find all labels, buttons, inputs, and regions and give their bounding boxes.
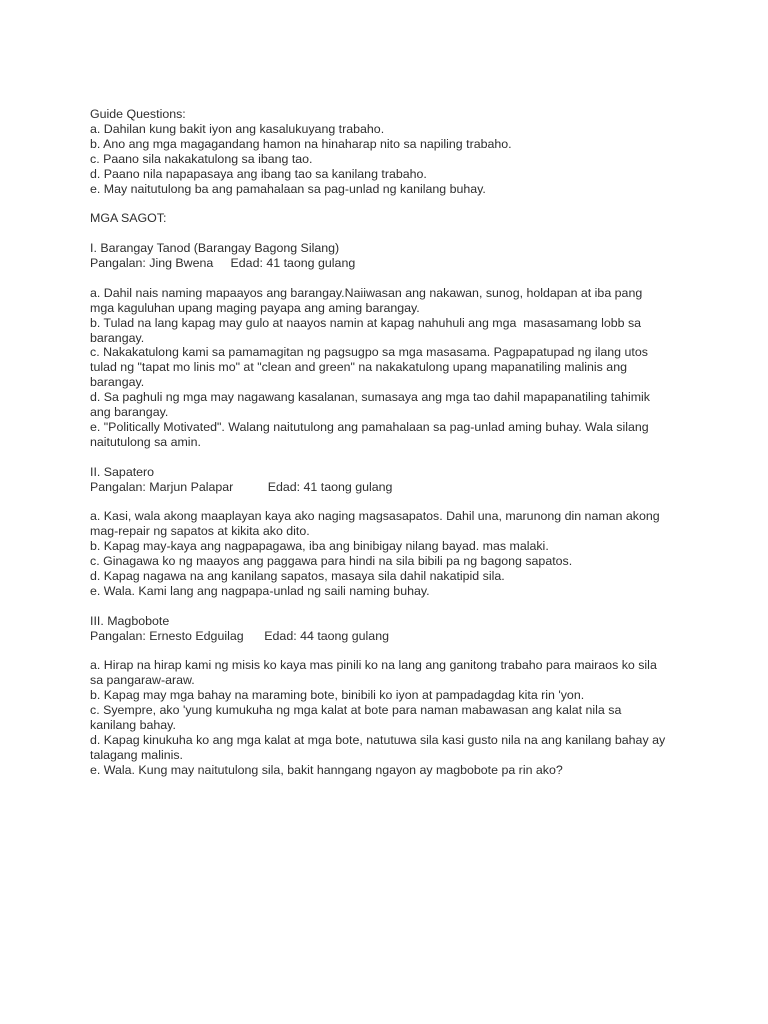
guide-question-c: c. Paano sila nakakatulong sa ibang tao. [90,151,313,166]
section-magbobote [90,614,690,778]
answer-a-line: sa pangaraw-araw. [90,673,195,688]
answer-d-line: d. Kapag kinukuha ko ang mga kalat at mga bote, natutuwa sila kasi gusto nila na ang kanilang bahay ay [90,732,666,747]
answer-d-line: talagang malinis. [90,747,183,762]
answer-e-line: e. Wala. Kung may naitutulong sila, bakit hanngang ngayon ay magbobote pa rin ako? [90,762,563,777]
spacer [90,196,690,211]
answer-a-line: a. Kasi, wala akong maaplayan kaya ako naging magsasapatos. Dahil una, marunong din naman akong [90,509,660,524]
answer-c-line: c. Ginagawa ko ng maayos ang paggawa para hindi na sila bibili pa ng bagong sapatos. [90,554,573,569]
answer-c-line: barangay. [90,375,145,390]
answer-b-line: b. Kapag may-kaya ang nagpapagawa, iba ang binibigay nilang bayad. mas malaki. [90,539,549,554]
answer-d-line: d. Sa paghuli ng mga may nagawang kasalanan, sumasaya ang mga tao dahil mapapanatiling tahimik [90,390,650,405]
name-age-line: Pangalan: Jing Bwena Edad: 41 taong gulang [90,256,356,271]
answers-heading: MGA SAGOT: [90,211,167,226]
answer-c-line: c. Nakakatulong kami sa pamamagitan ng pagsugpo sa mga masasama. Pagpapatupad ng ilang utos [90,345,648,360]
answer-c-line: tulad ng "tapat mo linis mo" at "clean and green" na nakakatulong upang mapanatiling malinis ang [90,360,627,375]
answer-d-line: ang barangay. [90,405,169,420]
answer-a-line: a. Dahil nais naming mapaayos ang barangay.Naiiwasan ang nakawan, sunog, holdapan at iba pang [90,285,643,300]
guide-question-b: b. Ano ang mga magagandang hamon na hinaharap nito sa napiling trabaho. [90,136,512,151]
section-barangay-tanod [90,241,690,450]
answer-d-line: d. Kapag nagawa na ang kanilang sapatos, masaya sila dahil nakatipid sila. [90,569,505,584]
name-age-line: Pangalan: Ernesto Edguilag Edad: 44 taong gulang [90,628,389,643]
guide-question-e: e. May naitutulong ba ang pamahalaan sa pag-unlad ng kanilang buhay. [90,181,486,196]
document-page [90,107,690,778]
spacer [90,599,690,614]
spacer [90,495,690,510]
section-title: I. Barangay Tanod (Barangay Bagong Silang) [90,241,340,256]
answer-c-line: c. Syempre, ako 'yung kumukuha ng mga kalat at bote para naman mabawasan ang kalat nila sa [90,703,622,718]
spacer [90,271,690,286]
section-title: II. Sapatero [90,464,155,479]
answer-e-line: e. Wala. Kami lang ang nagpapa-unlad ng saili naming buhay. [90,583,430,598]
spacer [90,644,690,659]
guide-question-d: d. Paano nila napapasaya ang ibang tao sa kanilang trabaho. [90,166,427,181]
spacer [90,226,690,241]
guide-questions-block [90,107,690,196]
answer-c-line: kanilang bahay. [90,718,176,733]
section-title: III. Magbobote [90,613,170,628]
answer-b-line: b. Kapag may mga bahay na maraming bote, binibili ko iyon at pampadagdag kita rin 'yon. [90,688,585,703]
answer-a-line: mag-repair ng sapatos at kikita ako dito. [90,524,310,539]
name-age-line: Pangalan: Marjun Palapar Edad: 41 taong gulang [90,479,393,494]
section-sapatero [90,465,690,599]
answer-e-line: naitutulong sa amin. [90,434,201,449]
answer-a-line: a. Hirap na hirap kami ng misis ko kaya mas pinili ko na lang ang ganitong trabaho para mairaos ko sila [90,658,657,673]
answer-e-line: e. "Politically Motivated". Walang naitutulong ang pamahalaan sa pag-unlad aming buhay. Wala silang [90,419,649,434]
guide-question-a: a. Dahilan kung bakit iyon ang kasalukuyang trabaho. [90,121,385,136]
answer-b-line: b. Tulad na lang kapag may gulo at naayos namin at kapag nahuhuli ang mga masasamang lobb sa [90,315,642,330]
guide-questions-heading: Guide Questions: [90,107,186,121]
answer-a-line: mga kaguluhan upang maging payapa ang aming barangay. [90,300,420,315]
answer-b-line: barangay. [90,330,145,345]
spacer [90,450,690,465]
